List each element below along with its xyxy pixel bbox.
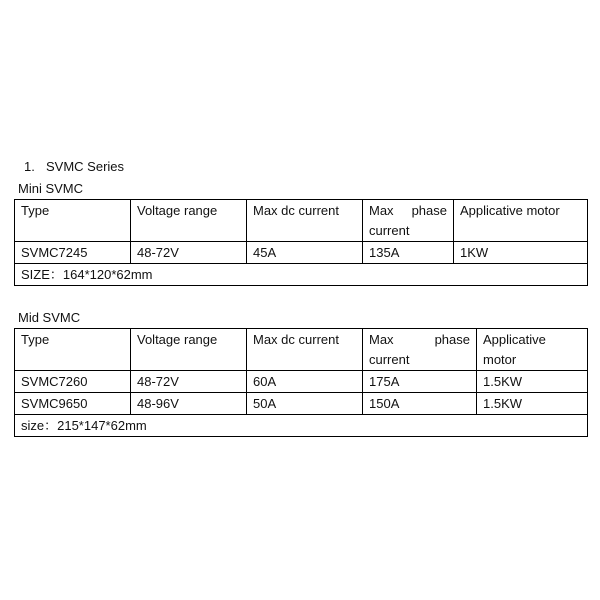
cell-phase-current: 175A [363, 371, 477, 393]
header-type: Type [15, 200, 131, 242]
header-motor-word2: motor [483, 352, 517, 367]
header-phase-word1: Max [369, 332, 394, 347]
cell-dc-current: 50A [247, 393, 363, 415]
header-motor-word1: Applicative [483, 332, 546, 347]
table-row [15, 393, 588, 415]
header-phase-current [363, 329, 477, 371]
mid-svmc-subtitle: Mid SVMC [18, 310, 81, 325]
table-header-row [15, 200, 588, 242]
cell-type: SVMC7245 [15, 242, 131, 264]
cell-motor: 1.5KW [477, 371, 588, 393]
header-phase-word3: current [369, 223, 410, 238]
table-row [15, 371, 588, 393]
cell-motor: 1.5KW [477, 393, 588, 415]
cell-voltage: 48-96V [131, 393, 247, 415]
header-phase-current [363, 200, 454, 242]
size-cell: size：215*147*62mm [15, 415, 588, 437]
table-row [15, 242, 588, 264]
header-dc-current: Max dc current [247, 329, 363, 371]
size-row [15, 264, 588, 286]
mini-svmc-subtitle: Mini SVMC [18, 181, 84, 196]
cell-dc-current: 60A [247, 371, 363, 393]
header-type: Type [15, 329, 131, 371]
header-phase-word1: Max [369, 203, 394, 218]
table-header-row [15, 329, 588, 371]
mini-svmc-table [14, 199, 588, 286]
header-voltage: Voltage range [131, 329, 247, 371]
section-title: SVMC Series [46, 159, 125, 174]
size-cell: SIZE：164*120*62mm [15, 264, 588, 286]
cell-type: SVMC7260 [15, 371, 131, 393]
header-dc-current: Max dc current [247, 200, 363, 242]
header-motor: Applicative motor [454, 200, 588, 242]
header-motor [477, 329, 588, 371]
cell-phase-current: 150A [363, 393, 477, 415]
header-phase-word2: phase [434, 332, 470, 347]
header-phase-word3: current [369, 352, 410, 367]
cell-dc-current: 45A [247, 242, 363, 264]
section-heading [24, 158, 124, 176]
cell-motor: 1KW [454, 242, 588, 264]
cell-voltage: 48-72V [131, 242, 247, 264]
size-row [15, 415, 588, 437]
mid-svmc-table [14, 328, 588, 437]
section-number: 1. [24, 159, 35, 174]
header-phase-word2: phase [411, 203, 447, 218]
cell-voltage: 48-72V [131, 371, 247, 393]
cell-type: SVMC9650 [15, 393, 131, 415]
header-voltage: Voltage range [131, 200, 247, 242]
cell-phase-current: 135A [363, 242, 454, 264]
